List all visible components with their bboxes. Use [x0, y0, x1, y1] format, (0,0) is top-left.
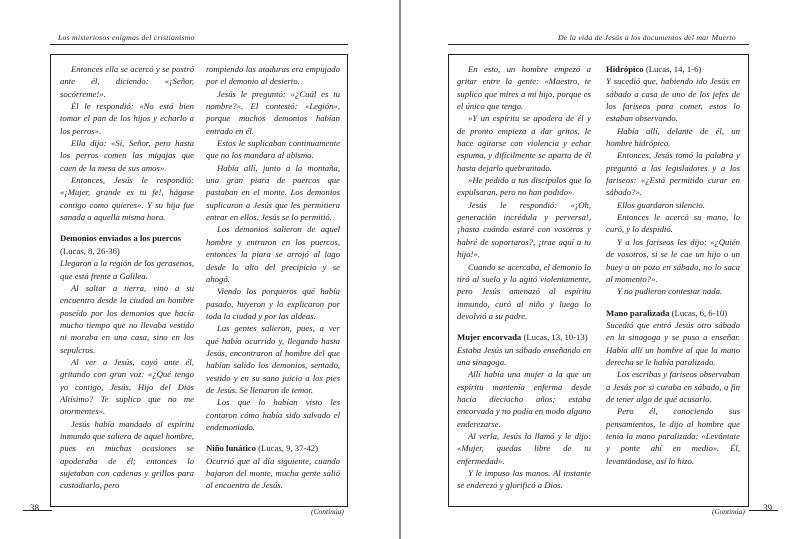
right-column-1 [457, 63, 591, 503]
paragraph: En esto, un hombre empezó a gritar entre la gente: «Maestro, te suplico que mires a mi hijo, porque es el único que tengo. [457, 64, 591, 112]
paragraph: Jesús había mandado al espíritu inmundo que saliera de aquel hombre, pues en muchas ocasiones se apoderaba de él; entonces lo sujetaban con cadenas y grillos para custodiarlo, pero [60, 418, 194, 491]
left-column-2 [206, 63, 340, 503]
left-page [0, 0, 399, 539]
section-heading [206, 442, 340, 454]
section-title: Niño lunático [206, 443, 256, 454]
paragraph: Y le impuso las manos. Al instante se enderezó y glorificó a Dios. [457, 468, 591, 491]
paragraph: Él le respondió: «No está bien tomar el pan de los hijos y echarlo a los perros». [60, 101, 194, 136]
section-title: Mujer encorvada [457, 332, 522, 343]
paragraph: Entonces, Jesús le respondió: «¡Mujer, grande es tu fe!, hágase contigo como quieres». Y su hija fue sanada a aquella misma hora. [60, 175, 194, 223]
left-page-number: 38 [30, 503, 39, 513]
paragraph: Ellos guardaron silencio. [617, 199, 705, 210]
section-heading [457, 331, 591, 343]
paragraph: Llegaron a la región de los gerasenos, que está frente a Galilea. [60, 258, 194, 281]
section-reference: (Lucas, 9, 37-42) [258, 443, 318, 454]
paragraph: rompiendo las ataduras era empujado por el demonio al desierto. [206, 64, 340, 87]
section-title: Mano paralizada [606, 307, 670, 318]
section-title: Hidrópico [606, 64, 644, 74]
paragraph: Allí había una mujer a la que un espíritu mantenía enferma desde hacía dieciocho años; estaba encorvada y no podía en modo alguno enderezarse. [457, 369, 591, 429]
section-title: Demonios enviados a los puercos [60, 233, 181, 244]
left-header-rule [50, 44, 348, 45]
paragraph: Estaba Jesús un sábado enseñando en una sinagoga. [457, 344, 591, 367]
paragraph: Al verla, Jesús la llamó y le dijo: «Mujer, quedas libre de tu enfermedad». [457, 430, 591, 466]
paragraph: Jesús le respondió: «¡Oh, generación incrédula y perversa!, ¡hasta cuándo estaré con vosotros y habré de soportaros?, ¡trae aquí a tu hijo!». [457, 199, 591, 260]
paragraph: Y no pudieron contestar nada. [617, 286, 723, 297]
paragraph: Las gentes salieron, pues, a ver qué había ocurrido y, llegando hasta Jesús, encontraron al hombre del que habían salido los demonios, sentado, vestido y en su sano juicio a los pies de Jesús. Se llenaron de temor. [206, 323, 340, 395]
paragraph: Los demonios salieron de aquel hombre y entraron en los puercos, entonces la piara se arrojó al lago desde lo alto del precipicio y se ahogó. [206, 224, 340, 284]
section-heading [60, 232, 194, 257]
section-reference: (Lucas, 13, 10-13) [523, 332, 588, 343]
paragraph: Y a los fariseos les dijo: «¿Quién de vosotros, si se le cae un hijo o un buey a un pozo en sábado, no lo saca al momento?». [606, 236, 740, 284]
right-page-number: 39 [763, 503, 772, 513]
paragraph: Entonces ella se acercó y se postró ante él, diciendo: «¡Señor, socórreme!». [60, 64, 194, 99]
paragraph: Al ver a Jesús, cayó ante él, gritando con gran voz: «¿Qué tengo yo contigo, Jesús, Hijo del Dios Altísimo? Te suplico que no me atormentes». [60, 356, 194, 417]
paragraph: Y sucedió que, habiendo ido Jesús en sábado a casa de uno de los jefes de los fariseos para comer, estos lo estaban observando. [606, 76, 740, 124]
paragraph: Sucedió que entró Jesús otro sábado en la sinagoga y se puso a enseñar. Había allí un hombre al que la mano derecha se le había paralizado. [606, 319, 740, 367]
paragraph: Ocurrió que al día siguiente, cuando bajaron del monte, mucha gente salió al encuentro de Jesús. [206, 455, 340, 491]
paragraph: »He pedido a tus discípulos que lo expulsaran, pero no han podido». [457, 175, 591, 198]
paragraph: Jesús le preguntó: «¿Cuál es tu nombre?». El contestó: «Legión», porque muchos demonios habían entrado en él. [206, 88, 340, 136]
section-reference: (Lucas, 6, 6-10) [671, 307, 728, 318]
right-column-2 [606, 63, 740, 503]
left-running-header: Los misteriosos enigmas del cristianismo [58, 33, 195, 42]
right-text-frame [448, 54, 749, 507]
paragraph: Viendo los porqueros qué había pasado, huyeron y lo explicaron por toda la ciudad y por las aldeas. [206, 286, 340, 321]
paragraph: Los escribas y fariseos observaban a Jesús por si curaba en sábado, a fin de tener algo de qué acusarlo. [606, 369, 740, 404]
section-reference: (Lucas, 14, 1-6) [645, 64, 702, 74]
section-heading [606, 63, 740, 75]
paragraph: »Y un espíritu se apodera de él y de pronto empieza a dar gritos, le hace agitarse con violencia y echar espuma, y difícilmente se aparta de él hasta dejarlo quebrantado. [457, 113, 591, 173]
section-heading [606, 307, 740, 319]
paragraph: Al saltar a tierra, vino a su encuentro desde la ciudad un hombre poseído por los demonios que hacía mucho tiempo que no llevaba vestido ni moraba en una casa, sino en los sepulcros. [60, 282, 194, 355]
right-running-header: De la vida de Jesús a los documentos del mar Muerto [558, 33, 736, 42]
right-continua-label: (Continúa) [712, 507, 745, 516]
paragraph: Había allí, junto a la montaña, una gran piara de puercos que pastaban en el monte. Los demonios suplicaron a Jesús que les permitiera entrar en ellos. Jesús se lo permitió. [206, 162, 340, 223]
section-reference: (Lucas, 8, 26-36) [60, 245, 120, 256]
paragraph: Ella dijo: «Sí, Señor, pero hasta los perros comen las migajas que caen de la mesa de sus amos». [60, 138, 194, 173]
left-text-frame [50, 54, 348, 507]
left-continua-label: (Continúa) [311, 507, 344, 516]
paragraph: Entonces le acercó su mano, lo curó, y lo despidió. [606, 212, 740, 235]
paragraph: Estos le suplicaban continuamente que no los mandara al abismo. [206, 138, 340, 161]
right-page [401, 0, 800, 539]
paragraph: Entonces, Jesús tomó la palabra y preguntó a los legisladores y a los fariseos: «¿Está permitido curar en sábado?». [606, 150, 740, 198]
paragraph: Cuando se acercaba, el demonio lo tiró al suelo y lo agitó violentamente, pero Jesús amenazó al espíritu inmundo, curó al niño y luego lo devolvió a su padre. [457, 261, 591, 321]
left-column-1 [60, 63, 194, 503]
paragraph: Los que lo habían visto les contaron cómo había sido salvado el endemoniado. [206, 397, 340, 432]
paragraph: Pero él, conociendo sus pensamientos, le dijo al hombre que tenía la mano paralizada: «Levántate y ponte ahí en medio». Él, levantándose, así lo hizo. [606, 406, 740, 466]
paragraph: Había allí, delante de él, un hombre hidrópico. [606, 125, 740, 149]
right-header-rule [448, 44, 749, 45]
